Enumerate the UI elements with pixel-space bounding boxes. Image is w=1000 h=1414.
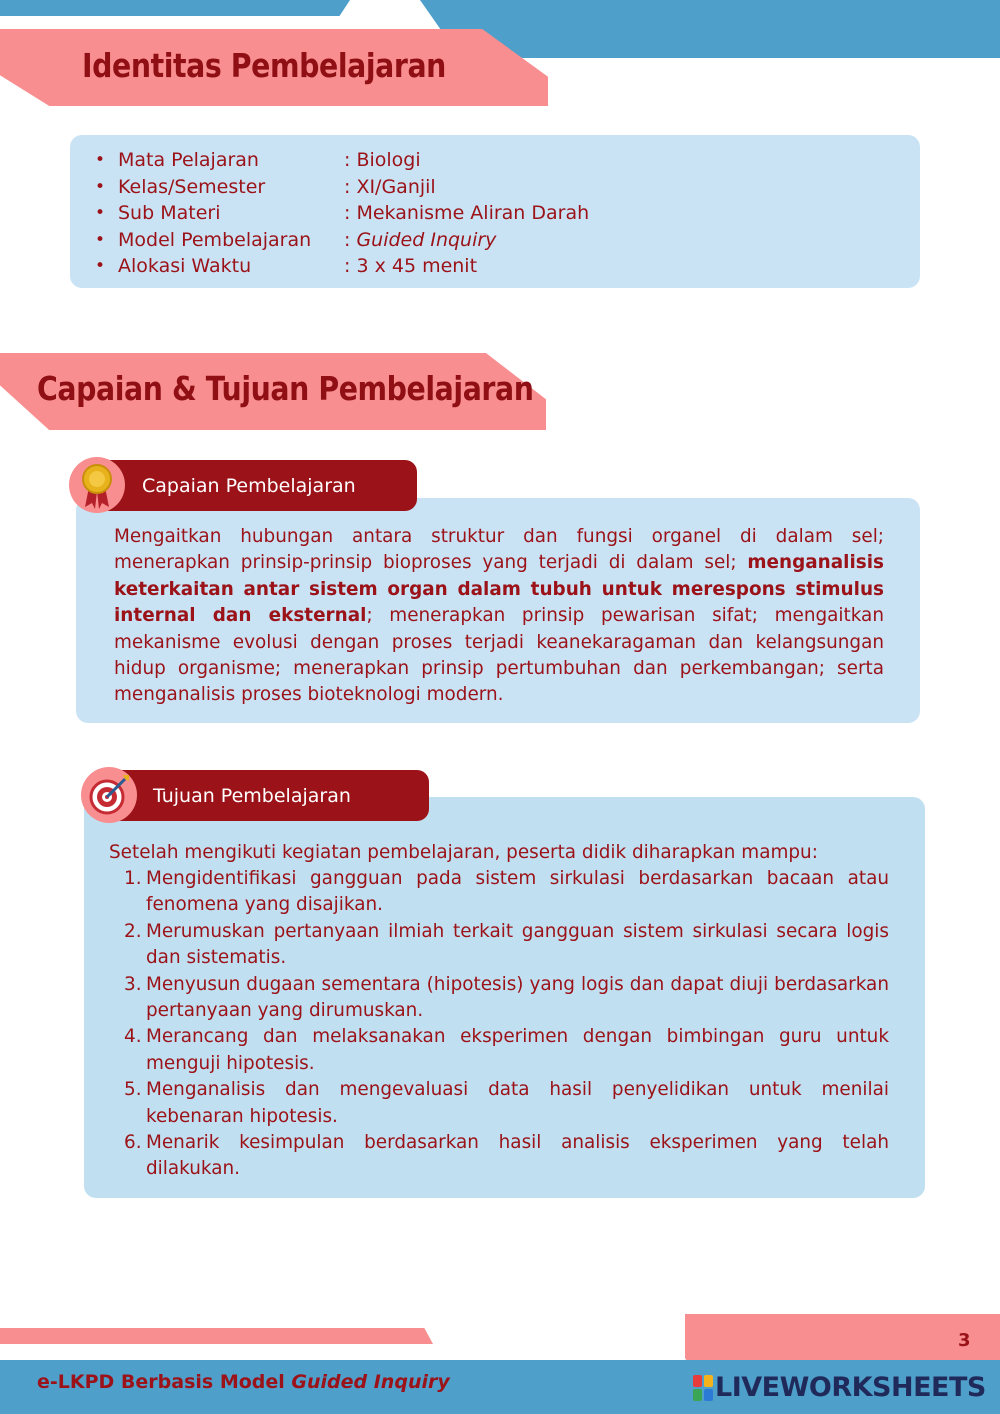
identitas-value: : XI/Ganjil bbox=[344, 175, 436, 198]
tujuan-item-text: Merumuskan pertanyaan ilmiah terkait gangguan sistem sirkulasi secara logis dan sistematis. bbox=[146, 920, 889, 969]
tujuan-item-text: Menyusun dugaan sementara (hipotesis) yang logis dan dapat diuji berdasarkan pertanyaan yang dirumuskan. bbox=[146, 973, 889, 1022]
identitas-row bbox=[95, 147, 589, 174]
tujuan-item bbox=[124, 1130, 889, 1183]
tujuan-item-number: 2. bbox=[124, 920, 142, 942]
identitas-label: Sub Materi bbox=[118, 202, 221, 224]
tujuan-item-number: 1. bbox=[124, 868, 142, 889]
bullet-icon: • bbox=[95, 203, 106, 223]
bullet-icon: • bbox=[95, 176, 106, 197]
tujuan-item-text: Mengidentifikasi gangguan pada sistem sirkulasi berdasarkan bacaan atau fenomena yang disajikan. bbox=[146, 868, 889, 916]
page-number: 3 bbox=[958, 1330, 971, 1351]
identitas-label: Model Pembelajaran bbox=[118, 228, 312, 251]
liveworksheets-logo-icon bbox=[693, 1375, 713, 1401]
capaian-text-bold: menganalisis keterkaitan antar sistem organ dalam tubuh untuk merespons stimulus internal dan eksternal bbox=[114, 552, 884, 627]
tujuan-item bbox=[124, 972, 889, 1025]
footer-text-italic: Guided Inquiry bbox=[291, 1371, 450, 1393]
bullet-icon: • bbox=[95, 229, 106, 250]
identitas-value: : 3 x 45 menit bbox=[344, 255, 478, 277]
tujuan-item-text: Merancang dan melaksanakan eksperimen dengan bimbingan guru untuk menguji hipotesis. bbox=[146, 1026, 889, 1074]
tujuan-item-number: 5. bbox=[124, 1079, 142, 1101]
footer-decorative-bar-left bbox=[0, 1328, 433, 1344]
capaian-tab bbox=[96, 460, 417, 511]
identitas-value-italic: Guided Inquiry bbox=[356, 228, 497, 251]
tujuan-list bbox=[124, 866, 889, 1183]
identitas-label: Alokasi Waktu bbox=[118, 255, 252, 277]
identitas-value bbox=[344, 227, 496, 254]
identitas-row bbox=[95, 200, 589, 227]
top-decorative-bar-left bbox=[0, 0, 350, 16]
liveworksheets-logo-text: LIVEWORKSHEETS bbox=[715, 1372, 986, 1403]
identitas-value: : Biologi bbox=[344, 149, 421, 171]
capaian-text-part2: ; menerapkan prinsip pewarisan sifat; mengaitkan mekanisme evolusi dengan proses terjadi keanekaragaman dan kelangsungan hidup organisme; menerapkan prinsip pertumbuhan dan perkembangan; serta menganalisis proses bioteknologi modern. bbox=[114, 605, 884, 706]
identitas-box bbox=[70, 135, 920, 288]
bullet-icon: • bbox=[95, 256, 106, 276]
capaian-text bbox=[114, 524, 884, 709]
tujuan-tab-label: Tujuan Pembelajaran bbox=[153, 784, 351, 807]
target-icon bbox=[81, 767, 137, 823]
identitas-row bbox=[95, 174, 589, 201]
tujuan-item bbox=[124, 1024, 889, 1077]
footer-text bbox=[37, 1371, 450, 1393]
identitas-value: : Mekanisme Aliran Darah bbox=[344, 202, 590, 224]
tujuan-item-text: Menganalisis dan mengevaluasi data hasil penyelidikan untuk menilai kebenaran hipotesis. bbox=[146, 1079, 889, 1127]
tujuan-intro: Setelah mengikuti kegiatan pembelajaran, peserta didik diharapkan mampu: bbox=[109, 842, 818, 863]
tujuan-item-number: 6. bbox=[124, 1132, 142, 1154]
identitas-label: Kelas/Semester bbox=[118, 175, 266, 198]
tujuan-item bbox=[124, 866, 889, 919]
identitas-title: Identitas Pembelajaran bbox=[82, 46, 446, 85]
identitas-list bbox=[95, 147, 589, 280]
capaian-tab-label: Capaian Pembelajaran bbox=[142, 474, 356, 497]
identitas-label: Mata Pelajaran bbox=[118, 149, 259, 171]
capaian-text-part1: Mengaitkan hubungan antara struktur dan fungsi organel di dalam sel; menerapkan prinsip-prinsip bioproses yang terjadi di dalam sel; bbox=[114, 526, 884, 574]
tujuan-item bbox=[124, 1077, 889, 1130]
tujuan-item-number: 4. bbox=[124, 1026, 142, 1048]
medal-icon bbox=[69, 457, 125, 513]
bullet-icon: • bbox=[95, 150, 106, 170]
liveworksheets-logo[interactable] bbox=[693, 1372, 986, 1403]
tujuan-tab bbox=[108, 770, 429, 821]
tujuan-item-number: 3. bbox=[124, 973, 142, 995]
identitas-row bbox=[95, 253, 589, 280]
footer-text-prefix: e-LKPD Berbasis Model bbox=[37, 1371, 292, 1393]
capaian-tujuan-title: Capaian & Tujuan Pembelajaran bbox=[37, 369, 534, 408]
tujuan-item-text: Menarik kesimpulan berdasarkan hasil analisis eksperimen yang telah dilakukan. bbox=[146, 1132, 889, 1180]
tujuan-item bbox=[124, 919, 889, 972]
identitas-row bbox=[95, 227, 589, 254]
identitas-value-prefix: : bbox=[344, 228, 357, 251]
